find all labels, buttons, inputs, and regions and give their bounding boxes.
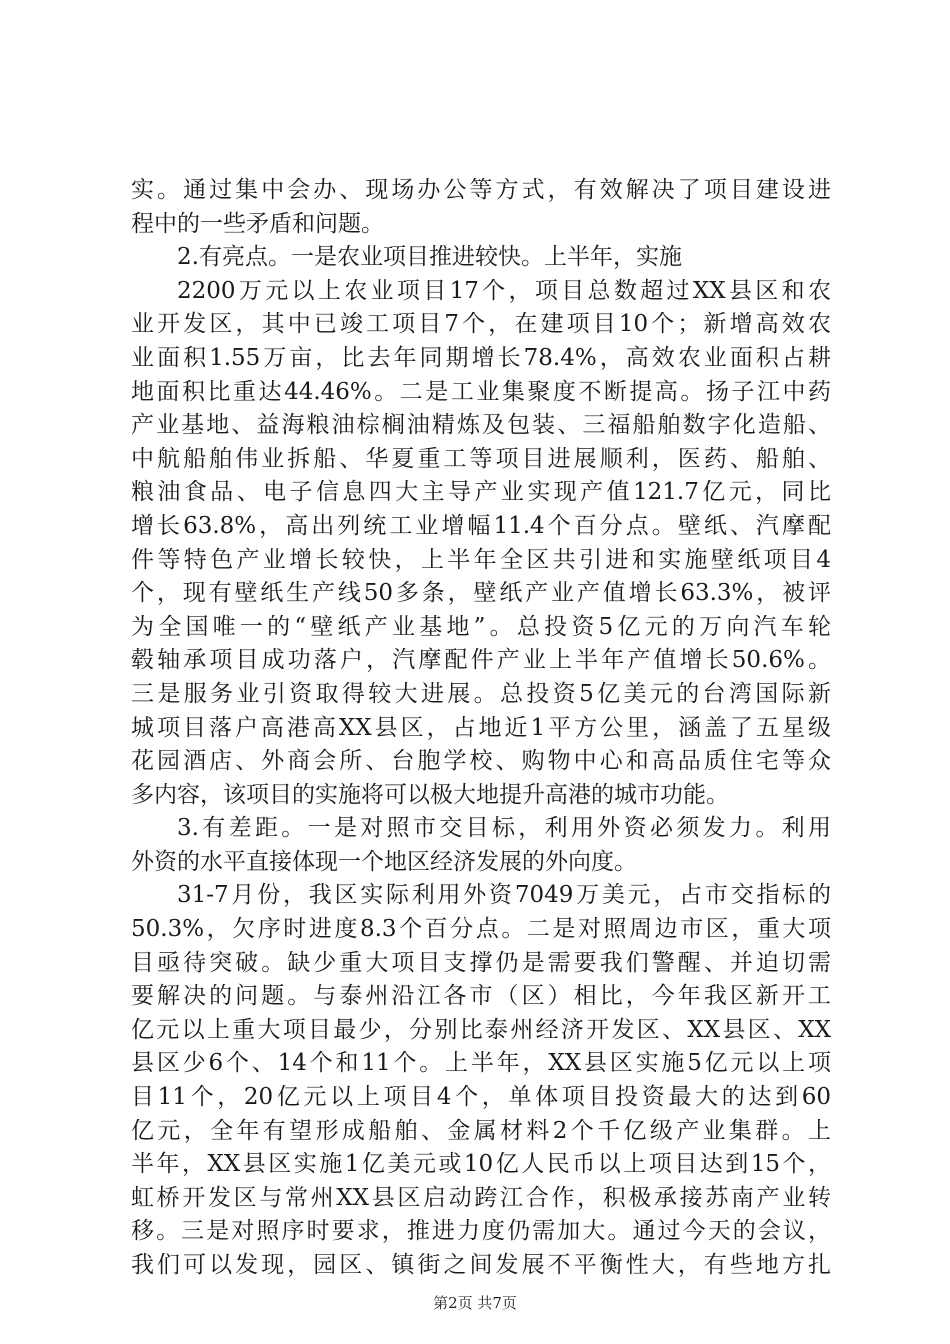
text-line: 半年，XX县区实施1亿美元或10亿人民币以上项目达到15个， (131, 1151, 831, 1178)
text-line: 三是服务业引资取得较大进展。总投资5亿美元的台湾国际新 (131, 680, 831, 707)
text-line: 地面积比重达44.46%。二是工业集聚度不断提高。扬子江中药 (131, 378, 831, 405)
text-line: 31-7月份，我区实际利用外资7049万美元，占市交指标的 (177, 882, 831, 909)
text-line: 个，现有壁纸生产线50多条，壁纸产业产值增长63.3%，被评 (131, 580, 831, 607)
text-line: 亿元，全年有望形成船舶、金属材料2个千亿级产业集群。上 (131, 1117, 831, 1144)
text-line: 外资的水平直接体现一个地区经济发展的外向度。 (131, 848, 637, 875)
text-line: 2200万元以上农业项目17个，项目总数超过XX县区和农 (177, 277, 831, 304)
text-line: 3.有差距。一是对照市交目标，利用外资必须发力。利用 (177, 815, 831, 842)
text-line: 城项目落户高港高XX县区，占地近1平方公里，涵盖了五星级 (131, 714, 831, 741)
text-line: 我们可以发现，园区、镇街之间发展不平衡性大，有些地方扎 (131, 1252, 831, 1278)
text-line: 花园酒店、外商会所、台胞学校、购物中心和高品质住宅等众 (131, 748, 831, 775)
text-line: 县区少6个、14个和11个。上半年，XX县区实施5亿元以上项 (131, 1050, 831, 1077)
text-line: 产业基地、益海粮油棕榈油精炼及包装、三福船舶数字化造船、 (131, 412, 831, 439)
text-line: 业开发区，其中已竣工项目7个，在建项目10个；新增高效农 (131, 311, 831, 338)
text-line: 程中的一些矛盾和问题。 (131, 210, 384, 237)
text-line: 增长63.8%，高出列统工业增幅11.4个百分点。壁纸、汽摩配 (131, 512, 831, 539)
text-line: 亿元以上重大项目最少，分别比泰州经济开发区、XX县区、XX (131, 1016, 831, 1043)
text-line: 粮油食品、电子信息四大主导产业实现产值121.7亿元，同比 (131, 479, 831, 506)
text-line: 移。三是对照序时要求，推进力度仍需加大。通过今天的会议， (131, 1218, 831, 1245)
text-line: 2.有亮点。一是农业项目推进较快。上半年，实施 (177, 244, 682, 271)
text-line: 要解决的问题。与泰州沿江各市（区）相比，今年我区新开工 (131, 983, 831, 1010)
text-line: 虹桥开发区与常州XX县区启动跨江合作，积极承接苏南产业转 (131, 1184, 831, 1211)
text-line: 毂轴承项目成功落户，汽摩配件产业上半年产值增长50.6%。 (131, 647, 831, 674)
body-text (131, 174, 831, 1283)
text-line: 实。通过集中会办、现场办公等方式，有效解决了项目建设进 (131, 177, 831, 203)
text-line: 目亟待突破。缺少重大项目支撑仍是需要我们警醒、并迫切需 (131, 949, 831, 976)
text-line: 目11个，20亿元以上项目4个，单体项目投资最大的达到60 (131, 1084, 831, 1111)
page-footer: 第2页 共7页 (433, 1294, 517, 1312)
text-line: 中航船舶伟业拆船、华夏重工等项目进展顺利，医药、船舶、 (131, 445, 831, 472)
text-line: 件等特色产业增长较快，上半年全区共引进和实施壁纸项目4 (131, 546, 831, 573)
text-line: 50.3%，欠序时进度8.3个百分点。二是对照周边市区，重大项 (131, 916, 831, 943)
text-line: 为全国唯一的“壁纸产业基地”。总投资5亿元的万向汽车轮 (131, 613, 831, 640)
text-line: 业面积1.55万亩，比去年同期增长78.4%，高效农业面积占耕 (131, 344, 831, 371)
text-line: 多内容，该项目的实施将可以极大地提升高港的城市功能。 (131, 781, 729, 808)
